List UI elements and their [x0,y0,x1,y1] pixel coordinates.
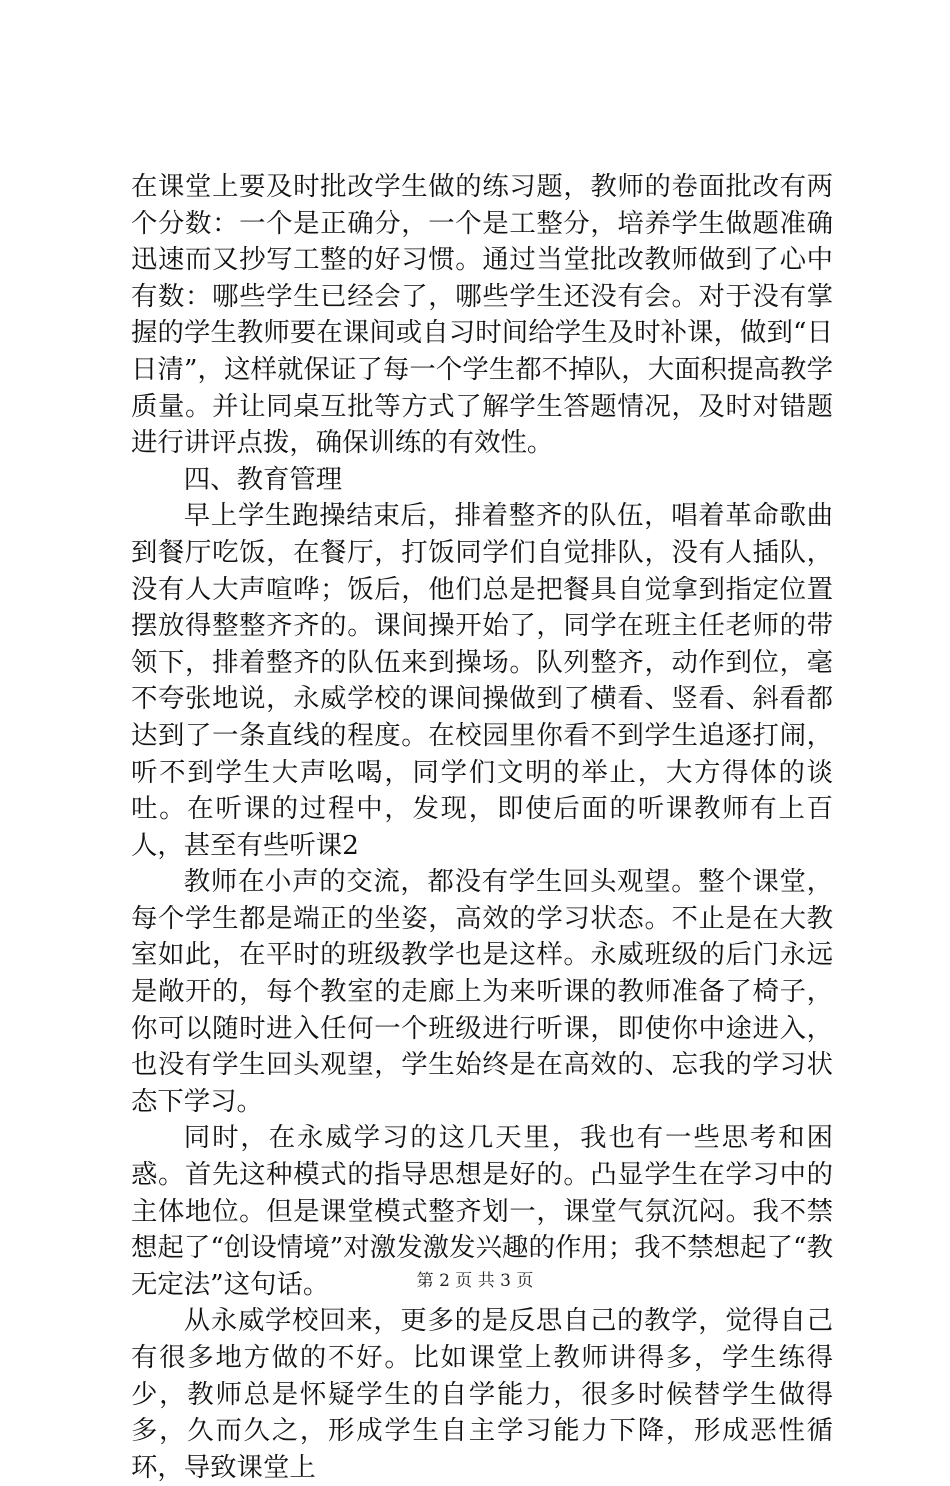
paragraph-grading-continuation: 在课堂上要及时批改学生做的练习题，教师的卷面批改有两个分数：一个是正确分，一个是工整分，培养学生做题准确迅速而又抄写工整的好习惯。通过当堂批改教师做到了心中有数：哪些学生已经会了，哪些学生还没有会。对于没有掌握的学生教师要在课间或自习时间给学生及时补课，做到“日日清”，这样就保证了每一个学生都不掉队，大面积提高教学质量。并让同桌互批等方式了解学生答题情况，及时对错题进行讲评点拨，确保训练的有效性。 [131,171,833,459]
paragraph-classroom-observation: 教师在小声的交流，都没有学生回头观望。整个课堂，每个学生都是端正的坐姿，高效的学习状态。不止是在大教室如此，在平时的班级教学也是这样。永威班级的后门永远是敞开的，每个教室的走廊上为来听课的教师准备了椅子，你可以随时进入任何一个班级进行听课，即使你中途进入，也没有学生回头观望，学生始终是在高效的、忘我的学习状态下学习。 [131,866,833,1117]
paragraph-reflection-doubts: 同时，在永威学习的这几天里，我也有一些思考和困惑。首先这种模式的指导思想是好的。凸显学生在学习中的主体地位。但是课堂模式整齐划一，课堂气氛沉闷。我不禁想起了“创设情境”对激发激发兴趣的作用；我不禁想起了“教无定法”这句话。 [131,1122,833,1300]
paragraph-morning-routine: 早上学生跑操结束后，排着整齐的队伍，唱着革命歌曲到餐厅吃饭，在餐厅，打饭同学们自觉排队，没有人插队，没有人大声喧哗；饭后，他们总是把餐具自觉拿到指定位置摆放得整整齐齐的。课间操开始了，同学在班主任老师的带领下，排着整齐的队伍来到操场。队列整齐，动作到位，毫不夸张地说，永威学校的课间操做到了横看、竖看、斜看都达到了一条直线的程度。在校园里你看不到学生追逐打闹，听不到学生大声吆喝，同学们文明的举止，大方得体的谈吐。在听课的过程中，发现，即使后面的听课教师有上百人，甚至有些听课2 [131,500,833,861]
page-number-footer: 第 2 页 共 3 页 [416,1271,534,1291]
paragraph-self-reflection: 从永威学校回来，更多的是反思自己的教学，觉得自己有很多地方做的不好。比如课堂上教师讲得多，学生练得少，教师总是怀疑学生的自学能力，很多时候替学生做得多，久而久之，形成学生自主学习能力下降，形成恶性循环，导致课堂上 [131,1305,833,1483]
section-heading-education-management: 四、教育管理 [183,463,343,495]
